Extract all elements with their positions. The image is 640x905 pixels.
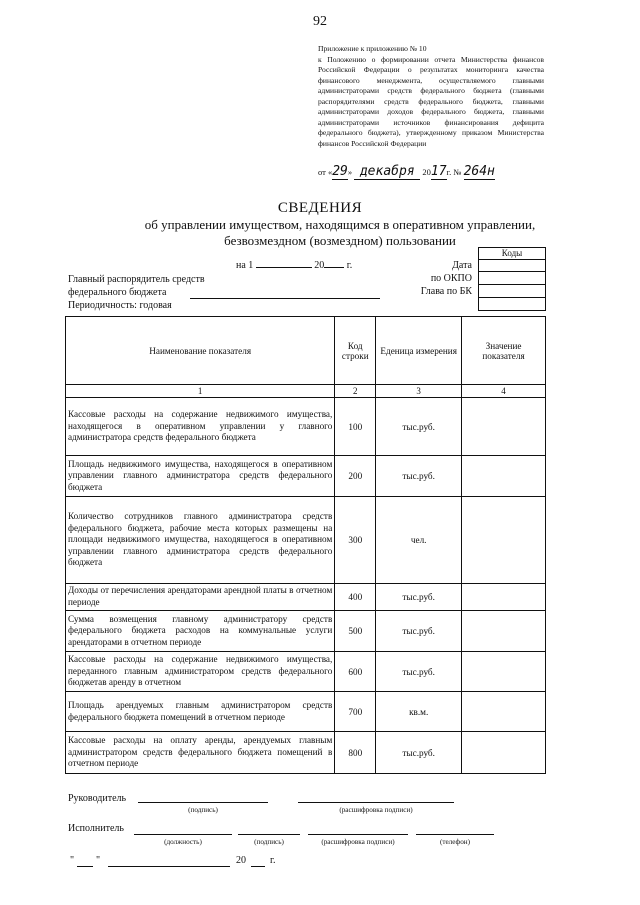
sign-date-suffix: г. [270, 855, 276, 866]
row-code: 300 [335, 497, 376, 584]
row-name: Сумма возмещения главному администратору средств федерального бюджета расходов на коммунальные услуги арендаторами в отчетном периоде [66, 611, 335, 652]
date-label: Дата [452, 260, 472, 271]
order-year: 17 [430, 164, 447, 179]
manager-blank[interactable] [190, 298, 380, 299]
row-name: Количество сотрудников главного администратора средств федерального бюджета, рабочие места которых размещены на площади недвижимого имущества, находящегося в оперативном управлении главного администратора средств федерального бюджета [66, 497, 335, 584]
row-code: 500 [335, 611, 376, 652]
executor-phone-line[interactable] [416, 834, 494, 835]
report-year-blank[interactable] [324, 267, 344, 268]
order-month: декабря [354, 164, 420, 180]
row-unit: тыс.руб. [376, 611, 462, 652]
row-value-cell[interactable] [462, 497, 546, 584]
bk-label: Глава по БК [420, 286, 472, 297]
table-row [66, 497, 546, 584]
row-name: Кассовые расходы на оплату аренды, арендуемых главным администратором средств федерального бюджета помещений в отчетном периоде [66, 732, 335, 774]
row-name: Доходы от перечисления арендаторами арендной платы в отчетном периоде [66, 584, 335, 611]
table-row [66, 732, 546, 774]
header-name: Наименование показателя [66, 317, 335, 385]
sign-month-blank[interactable] [108, 866, 230, 867]
periodicity: Периодичность: годовая [68, 300, 172, 311]
subtitle-line1: об управлении имуществом, находящимся в оперативном управлении, [144, 217, 536, 232]
bk-code-cell[interactable] [478, 285, 546, 298]
row-unit: тыс.руб. [376, 398, 462, 456]
head-signature-line[interactable] [138, 802, 268, 803]
executor-label: Исполнитель [68, 823, 124, 834]
row-value-cell[interactable] [462, 732, 546, 774]
extra-code-cell[interactable] [478, 298, 546, 311]
appendix-line1: Приложение к приложению № 10 [318, 44, 427, 53]
executor-signature-caption: (подпись) [254, 838, 284, 846]
executor-position-caption: (должность) [164, 838, 202, 846]
row-code: 600 [335, 652, 376, 692]
row-value-cell[interactable] [462, 611, 546, 652]
row-unit: тыс.руб. [376, 652, 462, 692]
row-value-cell[interactable] [462, 456, 546, 497]
row-unit: тыс.руб. [376, 584, 462, 611]
row-unit: чел. [376, 497, 462, 584]
row-name: Кассовые расходы на содержание недвижимого имущества, переданного главным администратором средств федерального бюджетав аренду в отчетном [66, 652, 335, 692]
sign-year-blank[interactable] [251, 866, 265, 867]
executor-phone-caption: (телефон) [439, 838, 471, 846]
row-code: 200 [335, 456, 376, 497]
colnum-1: 1 [66, 385, 335, 398]
order-year-suffix: г. № [446, 167, 462, 177]
row-code: 700 [335, 692, 376, 732]
executor-signature-line[interactable] [238, 834, 300, 835]
table-row [66, 398, 546, 456]
row-code: 100 [335, 398, 376, 456]
order-day: 29 [332, 164, 348, 179]
executor-position-line[interactable] [134, 834, 232, 835]
row-value-cell[interactable] [462, 584, 546, 611]
document-title: СВЕДЕНИЯ [277, 200, 363, 216]
report-date [236, 260, 352, 271]
table-row [66, 611, 546, 652]
sign-day-blank[interactable] [77, 866, 93, 867]
row-name: Площадь недвижимого имущества, находящегося в оперативном управлении главного администратора средств федерального бюджета [66, 456, 335, 497]
report-date-prefix: на 1 [236, 260, 254, 271]
colnum-2: 2 [335, 385, 376, 398]
row-unit: тыс.руб. [376, 732, 462, 774]
row-name: Кассовые расходы на содержание недвижимого имущества, находящегося в оперативном управлении у главного администратора средств федерального бюджета [66, 398, 335, 456]
colnum-3: 3 [376, 385, 462, 398]
order-date-line [318, 164, 558, 180]
table-row [66, 692, 546, 732]
colnum-4: 4 [462, 385, 546, 398]
row-value-cell[interactable] [462, 652, 546, 692]
indicators-table [65, 316, 546, 774]
order-mid: » [347, 167, 353, 177]
order-prefix: от « [318, 167, 333, 177]
head-signature-caption: (подпись) [188, 806, 218, 814]
row-unit: кв.м. [376, 692, 462, 732]
head-label: Руководитель [68, 793, 127, 804]
report-date-suffix: г. [346, 260, 353, 271]
row-unit: тыс.руб. [376, 456, 462, 497]
header-code: Код строки [335, 317, 376, 385]
row-value-cell[interactable] [462, 398, 546, 456]
page-number: 92 [313, 14, 327, 29]
row-code: 400 [335, 584, 376, 611]
okpo-label: по ОКПО [430, 273, 472, 284]
executor-decoding-caption: (расшифровка подписи) [321, 838, 395, 846]
executor-decoding-line[interactable] [308, 834, 408, 835]
codes-header: Коды [478, 247, 546, 260]
report-date-blank[interactable] [256, 267, 312, 268]
order-year-pre: 20 [422, 167, 431, 177]
header-unit: Еденица измерения [376, 317, 462, 385]
head-decoding-caption: (расшифровка подписи) [339, 806, 413, 814]
okpo-code-cell[interactable] [478, 272, 546, 285]
manager-line1: Главный распорядитель средств [68, 274, 205, 285]
head-decoding-line[interactable] [298, 802, 454, 803]
table-row [66, 584, 546, 611]
document-subtitle [100, 217, 580, 249]
header-value: Значение показателя [462, 317, 546, 385]
appendix-note [318, 44, 544, 149]
sign-date-close-quote: " [96, 855, 101, 866]
order-number: 264н [463, 164, 495, 179]
subtitle-line2: безвозмездном (возмездном) пользовании [224, 233, 456, 248]
row-code: 800 [335, 732, 376, 774]
row-name: Площадь арендуемых главным администратором средств федерального бюджета помещений в отчетном периоде [66, 692, 335, 732]
table-row [66, 652, 546, 692]
appendix-body: к Положению о формировании отчета Министерства финансов Российской Федерации о результатах мониторинга качества финансового менеджмента, осуществляемого главными администраторами средств федерального бюджета (главными распорядителями средств федерального бюджета, главными администраторами доходов федерального бюджета, главными администраторами источников финансирования дефицита федерального бюджета), утвержденному приказом Министерства финансов Российской Федерации [318, 54, 544, 148]
manager-line2: федерального бюджета [68, 287, 167, 298]
table-row [66, 456, 546, 497]
date-code-cell[interactable] [478, 259, 546, 272]
row-value-cell[interactable] [462, 692, 546, 732]
sign-date-open-quote: " [70, 855, 75, 866]
sign-date-year: 20 [236, 855, 246, 866]
report-date-year: 20 [314, 260, 325, 271]
